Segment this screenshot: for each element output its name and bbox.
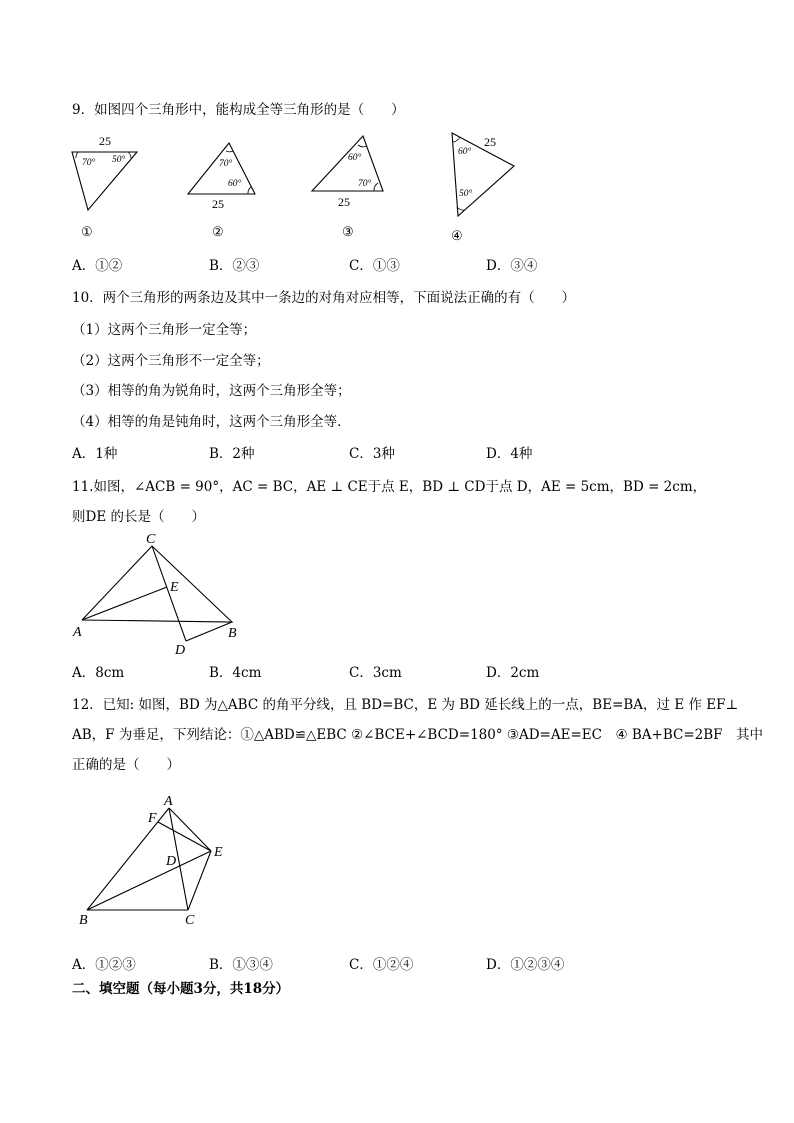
q12-label-e: E: [214, 845, 223, 860]
q10-option-d: D．4种: [486, 446, 533, 462]
q10-item-4: （4）相等的角是钝角时，这两个三角形全等．: [72, 414, 351, 430]
q10-item-2: （2）这两个三角形不一定全等；: [72, 353, 270, 369]
q9-stem: 9．如图四个三角形中，能构成全等三角形的是（ ）: [72, 102, 405, 118]
q9-option-d: D．③④: [486, 258, 538, 274]
q12-label-a: A: [164, 794, 173, 809]
q9-fig2-angle-b: 60°: [228, 179, 242, 189]
section-2-heading: 二、填空题（每小题3分，共18分）: [72, 981, 290, 997]
q11-option-a: A．8cm: [72, 665, 125, 681]
q9-fig1-side: 25: [99, 134, 111, 148]
q9-fig4-label: ④: [451, 228, 463, 243]
q11-label-c: C: [146, 532, 156, 547]
q12-label-b: B: [79, 913, 88, 928]
q9-fig1-angle-a: 70°: [82, 158, 96, 168]
q10-option-b: B．2种: [209, 446, 255, 462]
q11-option-b: B．4cm: [209, 665, 262, 681]
q9-figure-1: [66, 128, 146, 238]
q12-option-a: A．①②③: [72, 957, 136, 973]
q9-fig3-angle-a: 60°: [348, 153, 362, 163]
q9-fig4-angle-a: 60°: [458, 147, 472, 157]
q9-fig2-angle-a: 70°: [219, 159, 233, 169]
q9-fig3-label: ③: [342, 224, 354, 239]
q10-option-a: A．1种: [72, 446, 118, 462]
q10-stem: 10．两个三角形的两条边及其中一条边的对角对应相等，下面说法正确的有（ ）: [72, 290, 576, 306]
q11-option-c: C．3cm: [349, 665, 402, 681]
q9-fig1-angle-b: 50°: [112, 155, 126, 165]
q9-figure-3: [308, 128, 388, 238]
q9-fig3-side: 25: [338, 195, 350, 209]
q12-option-c: C．①②④: [349, 957, 414, 973]
q12-label-c: C: [185, 913, 195, 928]
q12-label-d: D: [166, 854, 177, 869]
q9-fig2-label: ②: [212, 224, 224, 239]
q11-stem-line2: 则DE 的长是（ ）: [72, 509, 205, 525]
q9-fig4-side: 25: [484, 135, 496, 149]
q11-label-a: A: [73, 625, 82, 640]
q9-option-c: C．①③: [349, 258, 400, 274]
q9-fig3-angle-b: 70°: [358, 179, 372, 189]
q11-label-b: B: [228, 626, 237, 641]
q12-stem-line1: 12．已知: 如图，BD 为△ABC 的角平分线，且 BD=BC，E 为 BD 延长线上的一点，BE=BA，过 E 作 EF⊥: [72, 697, 739, 713]
q12-label-f: F: [148, 811, 157, 826]
q11-stem-line1: 11.如图，∠ACB = 90°，AC = BC，AE ⊥ CE于点 E，BD ⊥ CD于点 D，AE = 5cm，BD = 2cm，: [72, 479, 707, 495]
q9-fig2-side: 25: [212, 197, 224, 211]
q12-stem-line3: 正确的是（ ）: [72, 757, 180, 773]
q11-option-d: D．2cm: [486, 665, 540, 681]
q11-label-d: D: [175, 643, 186, 658]
q9-figure-4: [444, 128, 524, 243]
q12-option-d: D．①②③④: [486, 957, 565, 973]
q12-stem-line2: AB，F 为垂足，下列结论：①△ABD≌△EBC ②∠BCE+∠BCD=180° ③AD=AE=EC ④ BA+BC=2BF 其中: [72, 727, 764, 743]
q9-option-a: A．①②: [72, 258, 123, 274]
q10-option-c: C．3种: [349, 446, 395, 462]
q11-label-e: E: [170, 580, 179, 595]
q9-option-b: B．②③: [209, 258, 260, 274]
q10-item-1: （1）这两个三角形一定全等；: [72, 322, 257, 338]
q11-figure: [70, 530, 270, 660]
q12-option-b: B．①③④: [209, 957, 273, 973]
q9-fig1-label: ①: [81, 224, 93, 239]
q9-fig4-angle-b: 50°: [459, 189, 473, 199]
q9-figure-2: [182, 128, 262, 238]
q10-item-3: （3）相等的角为锐角时，这两个三角形全等；: [72, 383, 351, 399]
q12-figure: [70, 788, 250, 933]
